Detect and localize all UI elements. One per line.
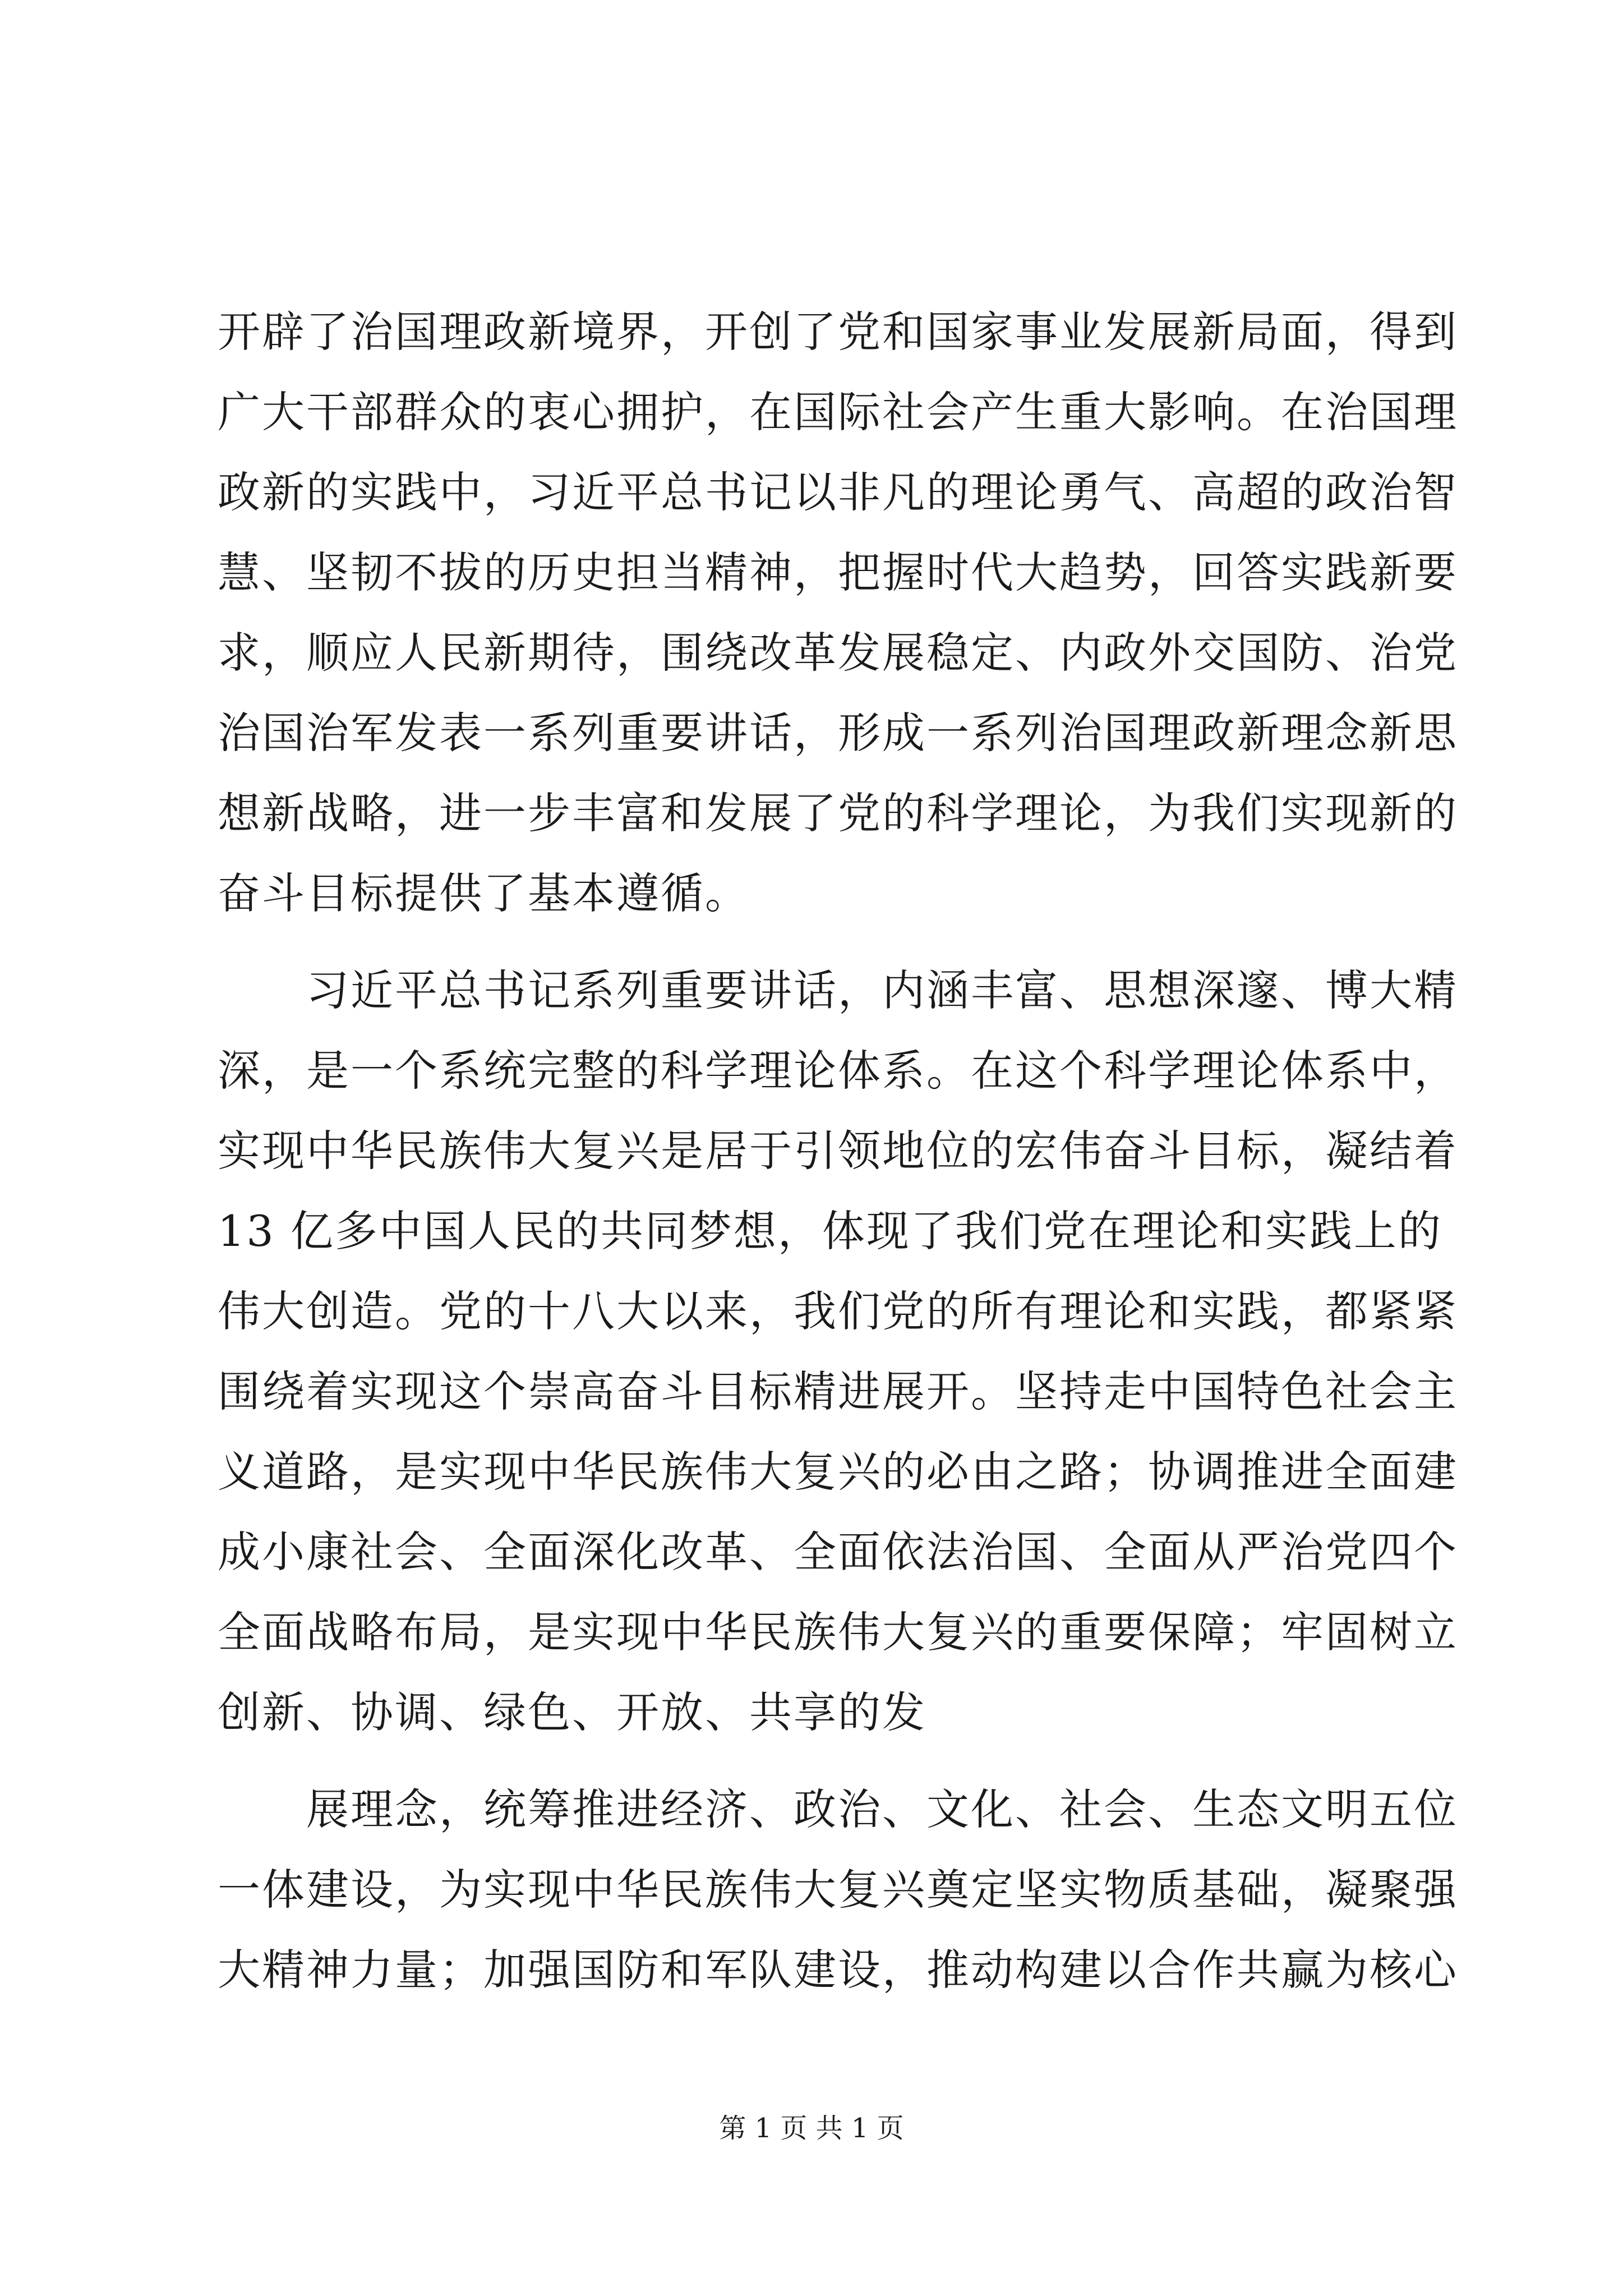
page-number-footer: 第 1 页 共 1 页 xyxy=(719,2113,904,2144)
paragraph-gap xyxy=(218,933,1423,950)
text-line: 想新战略，进一步丰富和发展了党的科学理论，为我们实现新的 xyxy=(218,788,1458,838)
text-line: 慧、坚韧不拔的历史担当精神，把握时代大趋势，回答实践新要 xyxy=(218,547,1458,597)
body-text xyxy=(218,292,1458,2010)
paragraph-3 xyxy=(218,1769,1458,2010)
text-line: 开辟了治国理政新境界，开创了党和国家事业发展新局面，得到 xyxy=(218,307,1458,357)
text-line: 成小康社会、全面深化改革、全面依法治国、全面从严治党四个 xyxy=(218,1527,1458,1577)
text-line: 治国治军发表一系列重要讲话，形成一系列治国理政新理念新思 xyxy=(218,708,1458,758)
text-line: 13 亿多中国人民的共同梦想，体现了我们党在理论和实践上的 xyxy=(218,1206,1442,1256)
text-line: 伟大创造。党的十八大以来，我们党的所有理论和实践，都紧紧 xyxy=(218,1286,1458,1336)
paragraph-gap xyxy=(218,1752,1423,1769)
text-line: 政新的实践中，习近平总书记以非凡的理论勇气、高超的政治智 xyxy=(218,467,1458,517)
paragraph-2 xyxy=(218,950,1458,1752)
text-line: 深，是一个系统完整的科学理论体系。在这个科学理论体系中， xyxy=(218,1046,1458,1096)
text-line: 围绕着实现这个崇高奋斗目标精进展开。坚持走中国特色社会主 xyxy=(218,1366,1458,1416)
text-line: 展理念，统筹推进经济、政治、文化、社会、生态文明五位 xyxy=(306,1784,1458,1834)
text-line: 奋斗目标提供了基本遵循。 xyxy=(218,868,749,918)
text-line: 习近平总书记系列重要讲话，内涵丰富、思想深邃、博大精 xyxy=(306,965,1458,1015)
text-line: 创新、协调、绿色、开放、共享的发 xyxy=(218,1687,926,1737)
text-line: 求，顺应人民新期待，围绕改革发展稳定、内政外交国防、治党 xyxy=(218,628,1458,678)
text-line: 义道路，是实现中华民族伟大复兴的必由之路；协调推进全面建 xyxy=(218,1447,1458,1497)
text-line: 全面战略布局，是实现中华民族伟大复兴的重要保障；牢固树立 xyxy=(218,1607,1458,1657)
text-line: 广大干部群众的衷心拥护，在国际社会产生重大影响。在治国理 xyxy=(218,387,1458,437)
text-line: 大精神力量；加强国防和军队建设，推动构建以合作共赢为核心 xyxy=(218,1945,1458,1995)
paragraph-1 xyxy=(218,292,1458,933)
text-line: 一体建设，为实现中华民族伟大复兴奠定坚实物质基础，凝聚强 xyxy=(218,1865,1458,1915)
text-line: 实现中华民族伟大复兴是居于引领地位的宏伟奋斗目标，凝结着 xyxy=(218,1126,1458,1176)
